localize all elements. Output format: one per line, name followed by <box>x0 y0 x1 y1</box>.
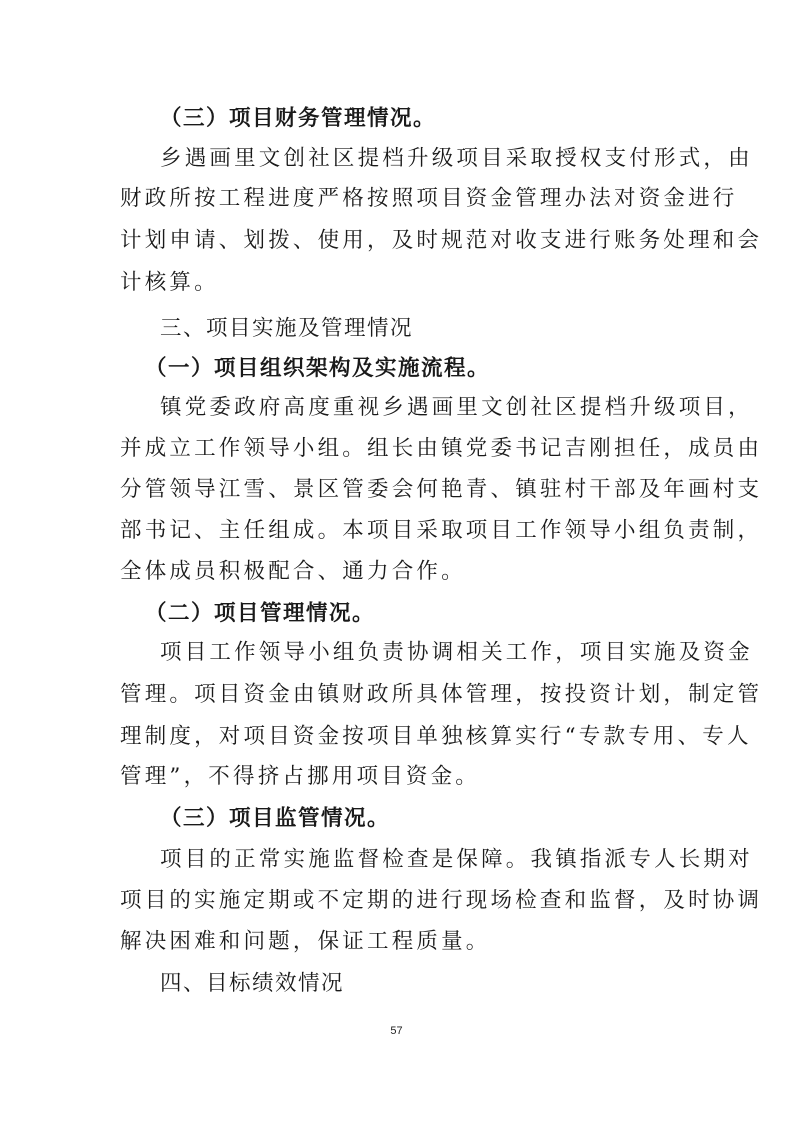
paragraph-line: 管理。项目资金由镇财政所具体管理，按投资计划，制定管 <box>120 682 763 707</box>
paragraph-line: 全体成员积极配合、通力合作。 <box>120 559 466 584</box>
paragraph-line: 财政所按工程进度严格按照项目资金管理办法对资金进行 <box>120 186 738 211</box>
paragraph-line: 并成立工作领导小组。组长由镇党委书记吉刚担任，成员由 <box>120 436 763 461</box>
paragraph-line: 分管领导江雪、景区管委会何艳青、镇驻村干部及年画村支 <box>120 477 763 502</box>
section-heading-finance: （三）项目财务管理情况。 <box>160 106 437 131</box>
page-number: 57 <box>390 1025 403 1037</box>
paragraph-line: 计划申请、划拨、使用，及时规范对收支进行账务处理和会 <box>120 228 763 253</box>
section-heading-supervision: （三）项目监管情况。 <box>160 806 391 831</box>
paragraph-line: 管理”，不得挤占挪用项目资金。 <box>120 764 480 789</box>
paragraph-line: 计核算。 <box>120 270 219 295</box>
paragraph-line: 项目的实施定期或不定期的进行现场检查和监督，及时协调 <box>120 888 763 913</box>
section-heading-management: （二）项目管理情况。 <box>145 601 376 626</box>
paragraph-line: 理制度，对项目资金按项目单独核算实行“专款专用、专人 <box>120 724 752 749</box>
section-title-implementation: 三、项目实施及管理情况 <box>160 316 414 341</box>
section-heading-organization: （一）项目组织架构及实施流程。 <box>145 356 491 381</box>
paragraph-line: 项目工作领导小组负责协调相关工作，项目实施及资金 <box>160 640 753 665</box>
paragraph-line: 项目的正常实施监督检查是保障。我镇指派专人长期对 <box>160 847 753 872</box>
paragraph-line: 部书记、主任组成。本项目采取项目工作领导小组负责制， <box>120 518 763 543</box>
paragraph-line: 镇党委政府高度重视乡遇画里文创社区提档升级项目， <box>160 395 753 420</box>
paragraph-line: 解决困难和问题，保证工程质量。 <box>120 929 491 954</box>
paragraph-line: 乡遇画里文创社区提档升级项目采取授权支付形式，由 <box>160 146 753 171</box>
section-title-performance: 四、目标绩效情况 <box>160 971 345 996</box>
